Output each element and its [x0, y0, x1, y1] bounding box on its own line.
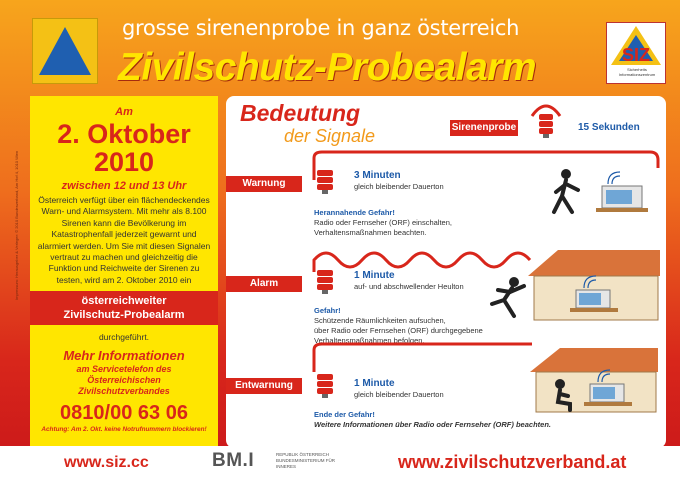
event-date-day: 2. Oktober — [57, 119, 191, 149]
siz-website-link[interactable]: www.siz.cc — [64, 454, 149, 471]
info-heading: Mehr Informationen — [63, 348, 185, 363]
info-line-2: Österreichischen — [87, 375, 161, 385]
entwarnung-text-1: Weitere Informationen über Radio oder Fernseher (ORF) beachten. — [314, 420, 551, 429]
siz-logo-text: SIZ — [621, 45, 650, 65]
info-text — [30, 364, 218, 397]
alarm-text-3: Verhaltensmaßnahmen befolgen. — [314, 336, 425, 345]
entwarnung-heading: Ende der Gefahr! — [314, 410, 375, 419]
probealarm-banner — [30, 291, 218, 325]
warnung-tag: Warnung — [226, 176, 302, 192]
durchgefuehrt-text: durchgeführt. — [98, 332, 150, 342]
alarm-duration: 1 Minute — [354, 270, 395, 281]
sirenenprobe-tag: Sirenenprobe — [450, 120, 518, 136]
entwarnung-house-person-icon — [526, 344, 662, 416]
warnung-text-2: Verhaltensmaßnahmen beachten. — [314, 228, 427, 237]
event-date-year: 2010 — [93, 147, 155, 177]
header-title: Zivilschutz-Probealarm — [118, 46, 537, 89]
alarm-text-1: Schützende Räumlichkeiten aufsuchen, — [314, 316, 446, 325]
entwarnung-signal-line-icon — [312, 340, 542, 374]
siz-logo-caption: Sicherheits Informationszentrum — [618, 67, 656, 77]
alarm-heading: Gefahr! — [314, 306, 341, 315]
warnung-duration: 3 Minuten — [354, 170, 401, 181]
imprint-note: Impressum: Herausgeber & Verleger: © 2010 Bundesverband, Am Hof 4, 1010 Wien — [14, 150, 19, 300]
entwarnung-tag: Entwarnung — [226, 378, 302, 394]
signals-panel — [226, 96, 666, 448]
signals-subtitle: der Signale — [284, 126, 376, 146]
warnung-heading: Herannahende Gefahr! — [314, 208, 395, 217]
banner-line-1: österreichweiter — [81, 295, 167, 307]
zivilschutzverband-website-link[interactable]: www.zivilschutzverband.at — [398, 452, 627, 472]
warnung-text-1: Radio oder Fernseher (ORF) einschalten, — [314, 218, 452, 227]
warnung-person-tv-icon — [544, 162, 650, 218]
alarm-tone: auf- und abschwellender Heulton — [354, 282, 464, 291]
info-line-1: am Servicetelefon des — [76, 364, 172, 374]
info-line-3: Zivilschutzverbandes — [78, 386, 170, 396]
warnung-tone: gleich bleibender Dauerton — [354, 182, 444, 191]
alarm-text-2: über Radio oder Fernsehen (ORF) durchgegebene — [314, 326, 483, 335]
alarm-siren-icon — [314, 268, 336, 294]
phone-warning: Achtung: Am 2. Okt. keine Notrufnummern blockieren! — [41, 426, 207, 433]
date-intro: Am — [115, 106, 133, 118]
alarm-house-person-icon — [488, 246, 664, 324]
bmi-logo-text: BM.I — [212, 450, 255, 471]
entwarnung-tone: gleich bleibender Dauerton — [354, 390, 444, 399]
signals-title: Bedeutung — [240, 100, 361, 126]
entwarnung-duration: 1 Minute — [354, 378, 395, 389]
bmi-caption: REPUBLIK ÖSTERREICH BUNDESMINISTERIUM FÜR INNERES — [276, 452, 336, 469]
civil-protection-triangle-icon — [32, 18, 98, 84]
service-phone: 0810/00 63 06 — [60, 402, 188, 424]
warnung-siren-icon — [314, 168, 336, 194]
event-time: zwischen 12 und 13 Uhr — [61, 180, 187, 192]
siren-test-icon — [526, 98, 566, 140]
left-info-panel — [30, 96, 218, 448]
banner-line-2: Zivilschutz-Probealarm — [63, 309, 185, 321]
intro-text: Österreich verfügt über ein flächendeckendes Warn- und Alarmsystem. Mit mehr als 8.100 Sirenen kann die Bevölkerung im Katastrophenfall jederzeit gewarnt und alarmiert werden. Um Sie mit diesen Signalen vertraut zu machen und gleichzeitig die Funktion und Reichweite der Sirenen zu testen, wird am 2. Oktober 2010 ein — [37, 195, 211, 285]
entwarnung-siren-icon — [314, 372, 336, 398]
event-date — [30, 120, 218, 176]
alarm-tag: Alarm — [226, 276, 302, 292]
siz-logo — [606, 22, 666, 84]
header-subtitle: grosse sirenenprobe in ganz österreich — [122, 16, 520, 40]
sirenenprobe-duration: 15 Sekunden — [578, 122, 640, 133]
